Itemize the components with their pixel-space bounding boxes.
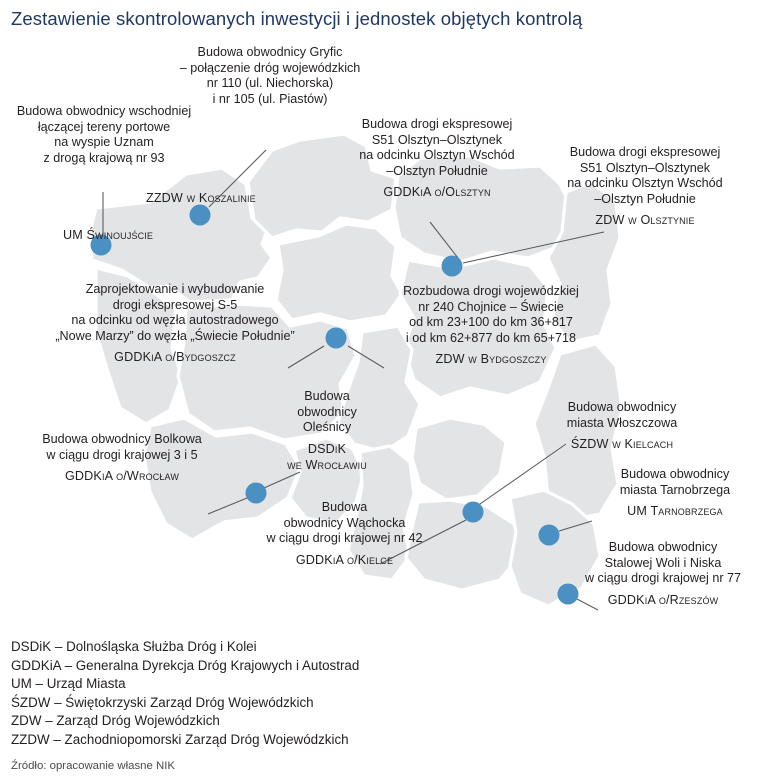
callout-uznam-line-2: na wyspie Uznam <box>54 135 154 150</box>
callout-s51-gddkia-line-2: na odcinku Olsztyn Wschód <box>359 148 515 163</box>
institution-gddkia-olsztyn: GDDKiA o/Olsztyn <box>383 185 491 200</box>
callout-s5-line-3: „Nowe Marzy” do węzła „Świecie Południe” <box>55 328 295 343</box>
legend-row-szdw: ŚZDW – Świętokrzyski Zarząd Dróg Wojewódzkich <box>11 694 314 710</box>
callout-olesnica-line-2: Oleśnicy <box>302 420 352 435</box>
callout-stalowa-wola <box>560 540 766 608</box>
callout-s51-zdw-line-1: S51 Olsztyn–Olsztynek <box>579 160 711 175</box>
callout-s51-zdw-line-0: Budowa drogi ekspresowej <box>569 145 721 159</box>
callout-s5-bydgoszcz <box>25 282 325 365</box>
institution-um-swinoujscie: UM Świnoujście <box>63 228 154 242</box>
callout-dw240-line-1: nr 240 Chojnice – Świecie <box>418 299 564 314</box>
marker-kielce[interactable] <box>463 502 484 523</box>
callout-dw240 <box>370 284 612 367</box>
callout-olesnica-line-1: obwodnicy <box>297 404 357 419</box>
callout-um-swinoujscie <box>63 227 153 243</box>
callout-dw240-line-2: od km 23+100 do km 36+817 <box>409 315 573 330</box>
callout-zzdw-koszalin <box>146 190 256 206</box>
callout-gryfice-line-3: i nr 105 (ul. Piastów) <box>212 91 328 106</box>
callout-stalowa-wola-line-2: w ciągu drogi krajowej nr 77 <box>584 571 742 586</box>
callout-tarnobrzeg <box>585 467 765 519</box>
callout-s51-zdw <box>525 145 765 228</box>
legend-row-dsdik: DSDiK – Dolnośląska Służba Dróg i Kolei <box>11 639 257 654</box>
callout-gryfice <box>120 45 420 107</box>
callout-dw240-line-3: i od km 62+877 do km 65+718 <box>405 330 577 345</box>
institution-gddkia-rzeszow: GDDKiA o/Rzeszów <box>607 592 719 607</box>
callout-s51-zdw-line-2: na odcinku Olsztyn Wschód <box>567 176 723 191</box>
legend-row-um: UM – Urząd Miasta <box>11 676 126 692</box>
institution-gddkia-wroclaw: GDDKiA o/Wrocław <box>64 469 180 484</box>
callout-bolkow-line-1: w ciągu drogi krajowej 3 i 5 <box>46 447 198 462</box>
institution-zdw-olsztynie: ZDW w Olsztynie <box>595 213 695 228</box>
callout-wloszczowa-line-1: miasta Włoszczowa <box>566 415 678 430</box>
callout-dw240-line-0: Rozbudowa drogi wojewódzkiej <box>403 284 579 298</box>
callout-s51-gddkia <box>318 117 556 200</box>
callout-s5-line-0: Zaprojektowanie i wybudowanie <box>85 282 265 296</box>
marker-olsztyn[interactable] <box>442 256 463 277</box>
abbreviation-legend <box>11 638 711 750</box>
callout-uznam-line-1: łączącej tereny portowe <box>37 119 171 134</box>
callout-stalowa-wola-line-0: Budowa obwodnicy <box>608 540 718 554</box>
callout-olesnica-line-0: Budowa <box>304 389 350 403</box>
institution-zzdw-koszalin: ZZDW w Koszalinie <box>146 191 256 205</box>
institution-gddkia-bydgoszcz: GDDKiA o/Bydgoszcz <box>114 350 236 365</box>
callout-s51-gddkia-line-3: –Olsztyn Południe <box>386 163 488 178</box>
callout-s51-zdw-line-3: –Olsztyn Południe <box>594 191 696 206</box>
institution-um-tarnobrzega: UM Tarnobrzega <box>627 504 723 519</box>
institution-szdw-kielcach: ŚZDW w Kielcach <box>570 437 674 452</box>
marker-bydgoszcz[interactable] <box>326 328 347 349</box>
region-swietokrzyskie <box>412 418 506 500</box>
legend-row-gddkia: GDDKiA – Generalna Dyrekcja Dróg Krajowych i Autostrad <box>11 657 360 673</box>
legend-row-zzdw: ZZDW – Zachodniopomorski Zarząd Dróg Wojewódzkich <box>11 731 349 747</box>
callout-gryfice-line-1: – połączenie dróg wojewódzkich <box>179 60 361 75</box>
callout-wachock-line-2: w ciągu drogi krajowej nr 42 <box>266 531 423 546</box>
callout-s5-line-1: drogi ekspresowej S-5 <box>112 297 238 312</box>
callout-bolkow <box>22 432 222 484</box>
callout-gryfice-line-2: nr 110 (ul. Niechorska) <box>206 76 334 91</box>
institution-dsdik: DSDiK <box>307 441 347 456</box>
institution-zdw-bydgoszczy: ZDW w Bydgoszczy <box>435 352 547 367</box>
callout-wachock-line-0: Budowa <box>321 500 368 514</box>
callout-bolkow-line-0: Budowa obwodnicy Bolkowa <box>42 432 202 446</box>
callout-wloszczowa-line-0: Budowa obwodnicy <box>567 400 677 414</box>
institution-gddkia-kielce: GDDKiA o/Kielce <box>295 552 394 567</box>
page-title: Zestawienie skontrolowanych inwestycji i jednostek objętych kontrolą <box>11 8 583 29</box>
legend-row-zdw: ZDW – Zarząd Dróg Wojewódzkich <box>11 713 220 729</box>
source-note: Źródło: opracowanie własne NIK <box>11 760 175 772</box>
map-stage <box>0 32 767 632</box>
callout-olesnica <box>262 389 392 473</box>
callout-wachock-line-1: obwodnicy Wąchocka <box>283 515 406 530</box>
callout-uznam-line-0: Budowa obwodnicy wschodniej <box>16 104 192 118</box>
institution-dsdik-city: we Wrocławiu <box>287 457 367 472</box>
callout-tarnobrzeg-line-0: Budowa obwodnicy <box>620 467 730 481</box>
callout-uznam <box>0 104 210 166</box>
callout-s51-gddkia-line-1: S51 Olsztyn–Olsztynek <box>371 132 503 147</box>
callout-stalowa-wola-line-1: Stalowej Woli i Niska <box>604 555 722 570</box>
callout-tarnobrzeg-line-1: miasta Tarnobrzega <box>619 482 731 497</box>
marker-tarnobrzeg[interactable] <box>539 525 560 546</box>
callout-gryfice-line-0: Budowa obwodnicy Gryfic <box>197 45 343 59</box>
marker-koszalin[interactable] <box>190 205 211 226</box>
callout-s5-line-2: na odcinku od węzła autostradowego <box>71 313 279 328</box>
callout-s51-gddkia-line-0: Budowa drogi ekspresowej <box>361 117 513 131</box>
callout-wloszczowa <box>533 400 711 452</box>
callout-uznam-line-3: z drogą krajową nr 93 <box>43 150 165 165</box>
callout-wachock <box>237 500 452 568</box>
